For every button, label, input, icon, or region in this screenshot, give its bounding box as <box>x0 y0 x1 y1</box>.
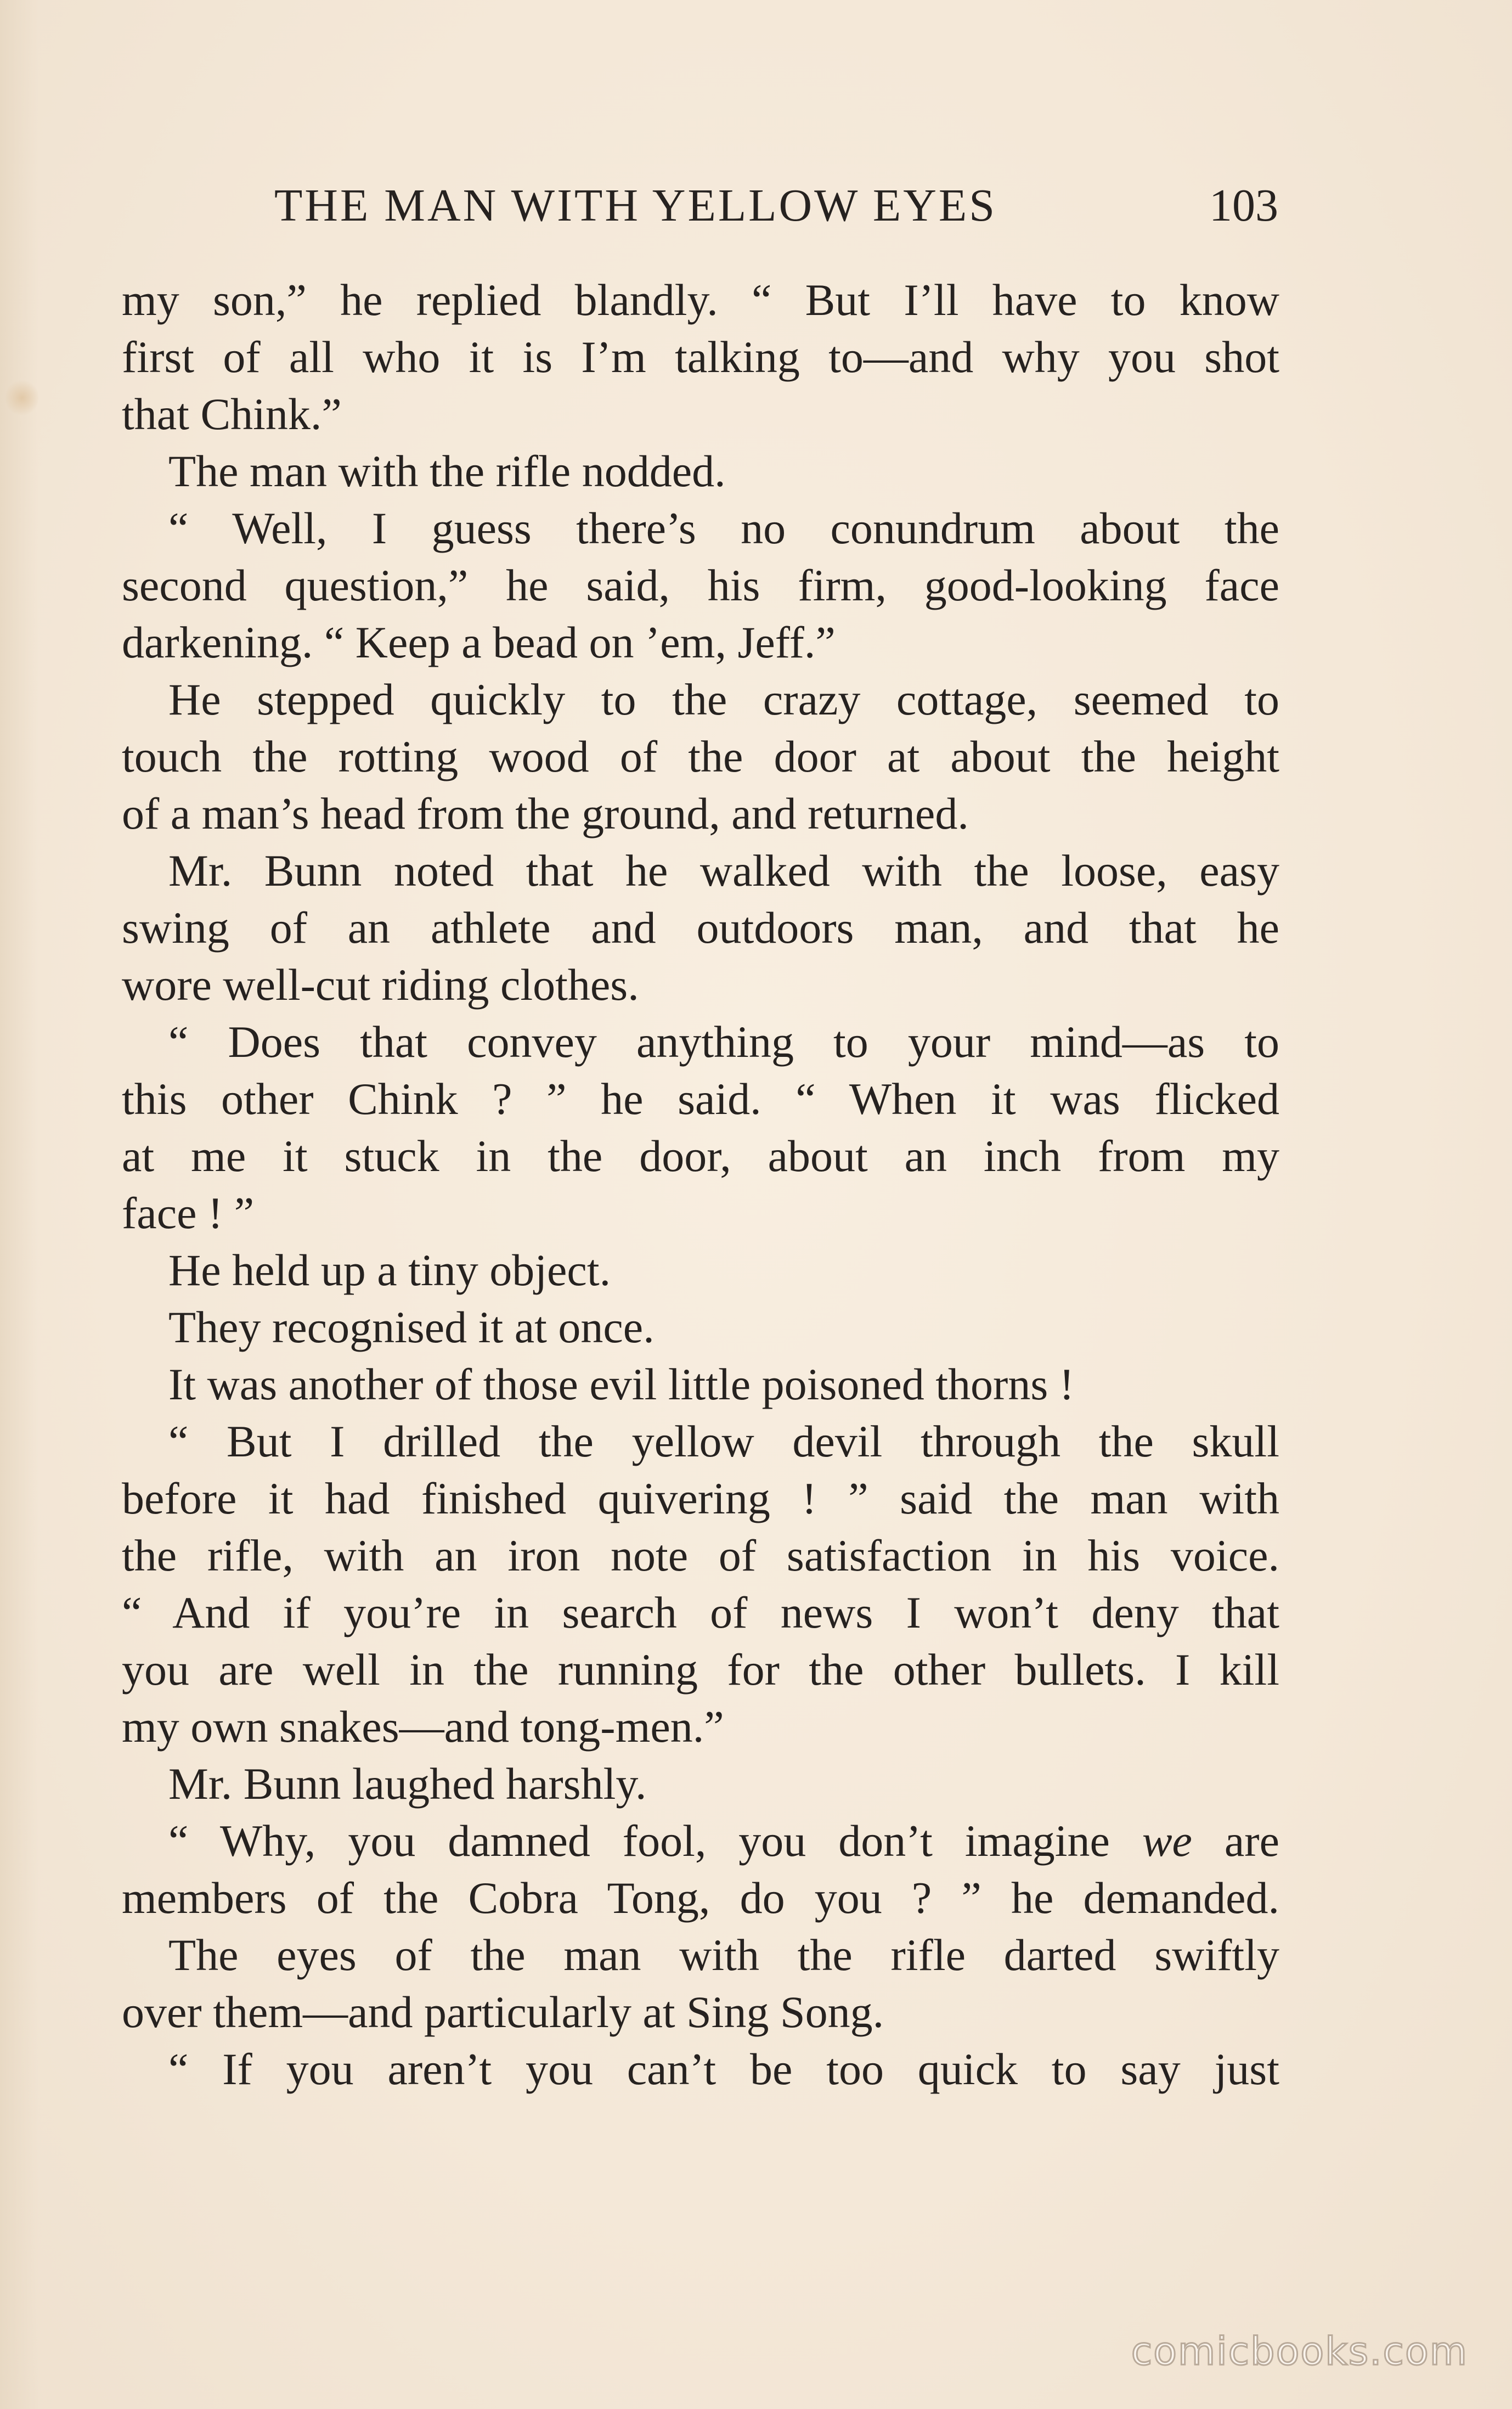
text-line: Mr. Bunn noted that he walked with the loose, easy <box>168 846 1279 896</box>
text-line: first of all who it is I’m talking to—and why you shot <box>122 332 1279 382</box>
text-line: over them—and particularly at Sing Song. <box>122 1987 884 2037</box>
paper-stain <box>5 379 38 417</box>
text-line: that Chink.” <box>122 389 342 439</box>
running-head-title: THE MAN WITH YELLOW EYES <box>274 180 997 231</box>
text-segment: “ Why, you damned fool, you don’t imagine <box>168 1816 1142 1866</box>
emphasized-word: we <box>1142 1816 1192 1866</box>
text-line: He held up a tiny object. <box>168 1245 611 1295</box>
text-line: It was another of those evil little poisoned thorns ! <box>168 1359 1075 1409</box>
text-line: “ Well, I guess there’s no conundrum about the <box>168 503 1279 553</box>
text-line: He stepped quickly to the crazy cottage, seemed to <box>168 674 1279 724</box>
text-line: face ! ” <box>122 1188 255 1238</box>
text-line: darkening. “ Keep a bead on ’em, Jeff.” <box>122 617 836 667</box>
text-line: “ If you aren’t you can’t be too quick to say just <box>168 2044 1279 2094</box>
text-line: my own snakes—and tong-men.” <box>122 1702 724 1752</box>
text-line: at me it stuck in the door, about an inch from my <box>122 1131 1279 1181</box>
text-line: wore well-cut riding clothes. <box>122 960 639 1010</box>
text-segment: are <box>1192 1816 1279 1866</box>
text-line: second question,” he said, his firm, good-looking face <box>122 560 1279 610</box>
text-line: touch the rotting wood of the door at about the height <box>122 731 1279 781</box>
text-line: They recognised it at once. <box>168 1302 655 1352</box>
text-line: my son,” he replied blandly. “ But I’ll have to know <box>122 275 1279 325</box>
text-line: “ But I drilled the yellow devil through the skull <box>168 1416 1279 1466</box>
text-line: the rifle, with an iron note of satisfaction in his voice. <box>122 1530 1279 1580</box>
text-line <box>122 1813 1279 1870</box>
text-line: Mr. Bunn laughed harshly. <box>168 1759 647 1809</box>
text-line: The man with the rifle nodded. <box>168 446 726 496</box>
page-number: 103 <box>1209 180 1278 231</box>
text-line: The eyes of the man with the rifle darted swiftly <box>168 1930 1279 1980</box>
watermark: comicbooks.com <box>1131 2329 1468 2374</box>
body-text <box>122 272 1279 2098</box>
text-line: swing of an athlete and outdoors man, and that he <box>122 903 1279 953</box>
text-line: you are well in the running for the other bullets. I kill <box>122 1645 1279 1695</box>
text-line: “ And if you’re in search of news I won’t deny that <box>122 1588 1279 1637</box>
text-line: before it had finished quivering ! ” said the man with <box>122 1473 1279 1523</box>
text-line: “ Does that convey anything to your mind—as to <box>168 1017 1279 1067</box>
text-line: of a man’s head from the ground, and returned. <box>122 789 969 838</box>
text-line: this other Chink ? ” he said. “ When it was flicked <box>122 1074 1279 1124</box>
text-line: members of the Cobra Tong, do you ? ” he demanded. <box>122 1873 1279 1923</box>
page-edge-shadow <box>0 0 38 2409</box>
